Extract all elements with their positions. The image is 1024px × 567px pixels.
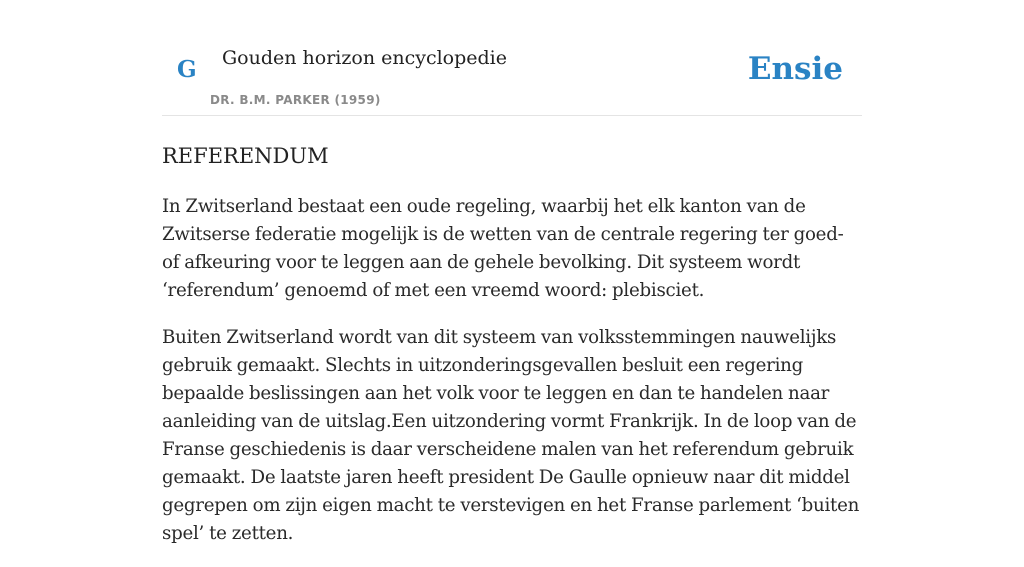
entry-content <box>162 193 862 548</box>
page-container <box>162 0 862 567</box>
book-logo[interactable]: G <box>177 56 197 83</box>
entry-title: REFERENDUM <box>162 144 329 168</box>
book-author: DR. B.M. PARKER (1959) <box>210 93 381 107</box>
ensie-brand-logo[interactable]: Ensie <box>747 51 843 87</box>
entry-paragraph: Buiten Zwitserland wordt van dit systeem van volksstemmingen nauwelijks gebruik gemaakt. Slechts in uitzonderingsgevallen besluit een regering bepaalde beslissingen aan het volk voor te leggen en dan te handelen naar aanleiding van de uitslag.Een uitzondering vormt Frankrijk. In de loop van de Franse geschiedenis is daar verscheidene malen van het referendum gebruik gemaakt. De laatste jaren heeft president De Gaulle opnieuw naar dit middel gegrepen om zijn eigen macht te verstevigen en het Franse parlement ‘buiten spel’ te zetten. <box>162 327 860 544</box>
entry-paragraph: In Zwitserland bestaat een oude regeling, waarbij het elk kanton van de Zwitserse federatie mogelijk is de wetten van de centrale regering ter goed- of afkeuring voor te leggen aan de gehele bevolking. Dit systeem wordt ‘referendum’ genoemd of met een vreemd woord: plebisciet. <box>162 196 844 301</box>
book-header <box>162 0 862 116</box>
book-title-link[interactable]: Gouden horizon encyclopedie <box>222 47 507 69</box>
